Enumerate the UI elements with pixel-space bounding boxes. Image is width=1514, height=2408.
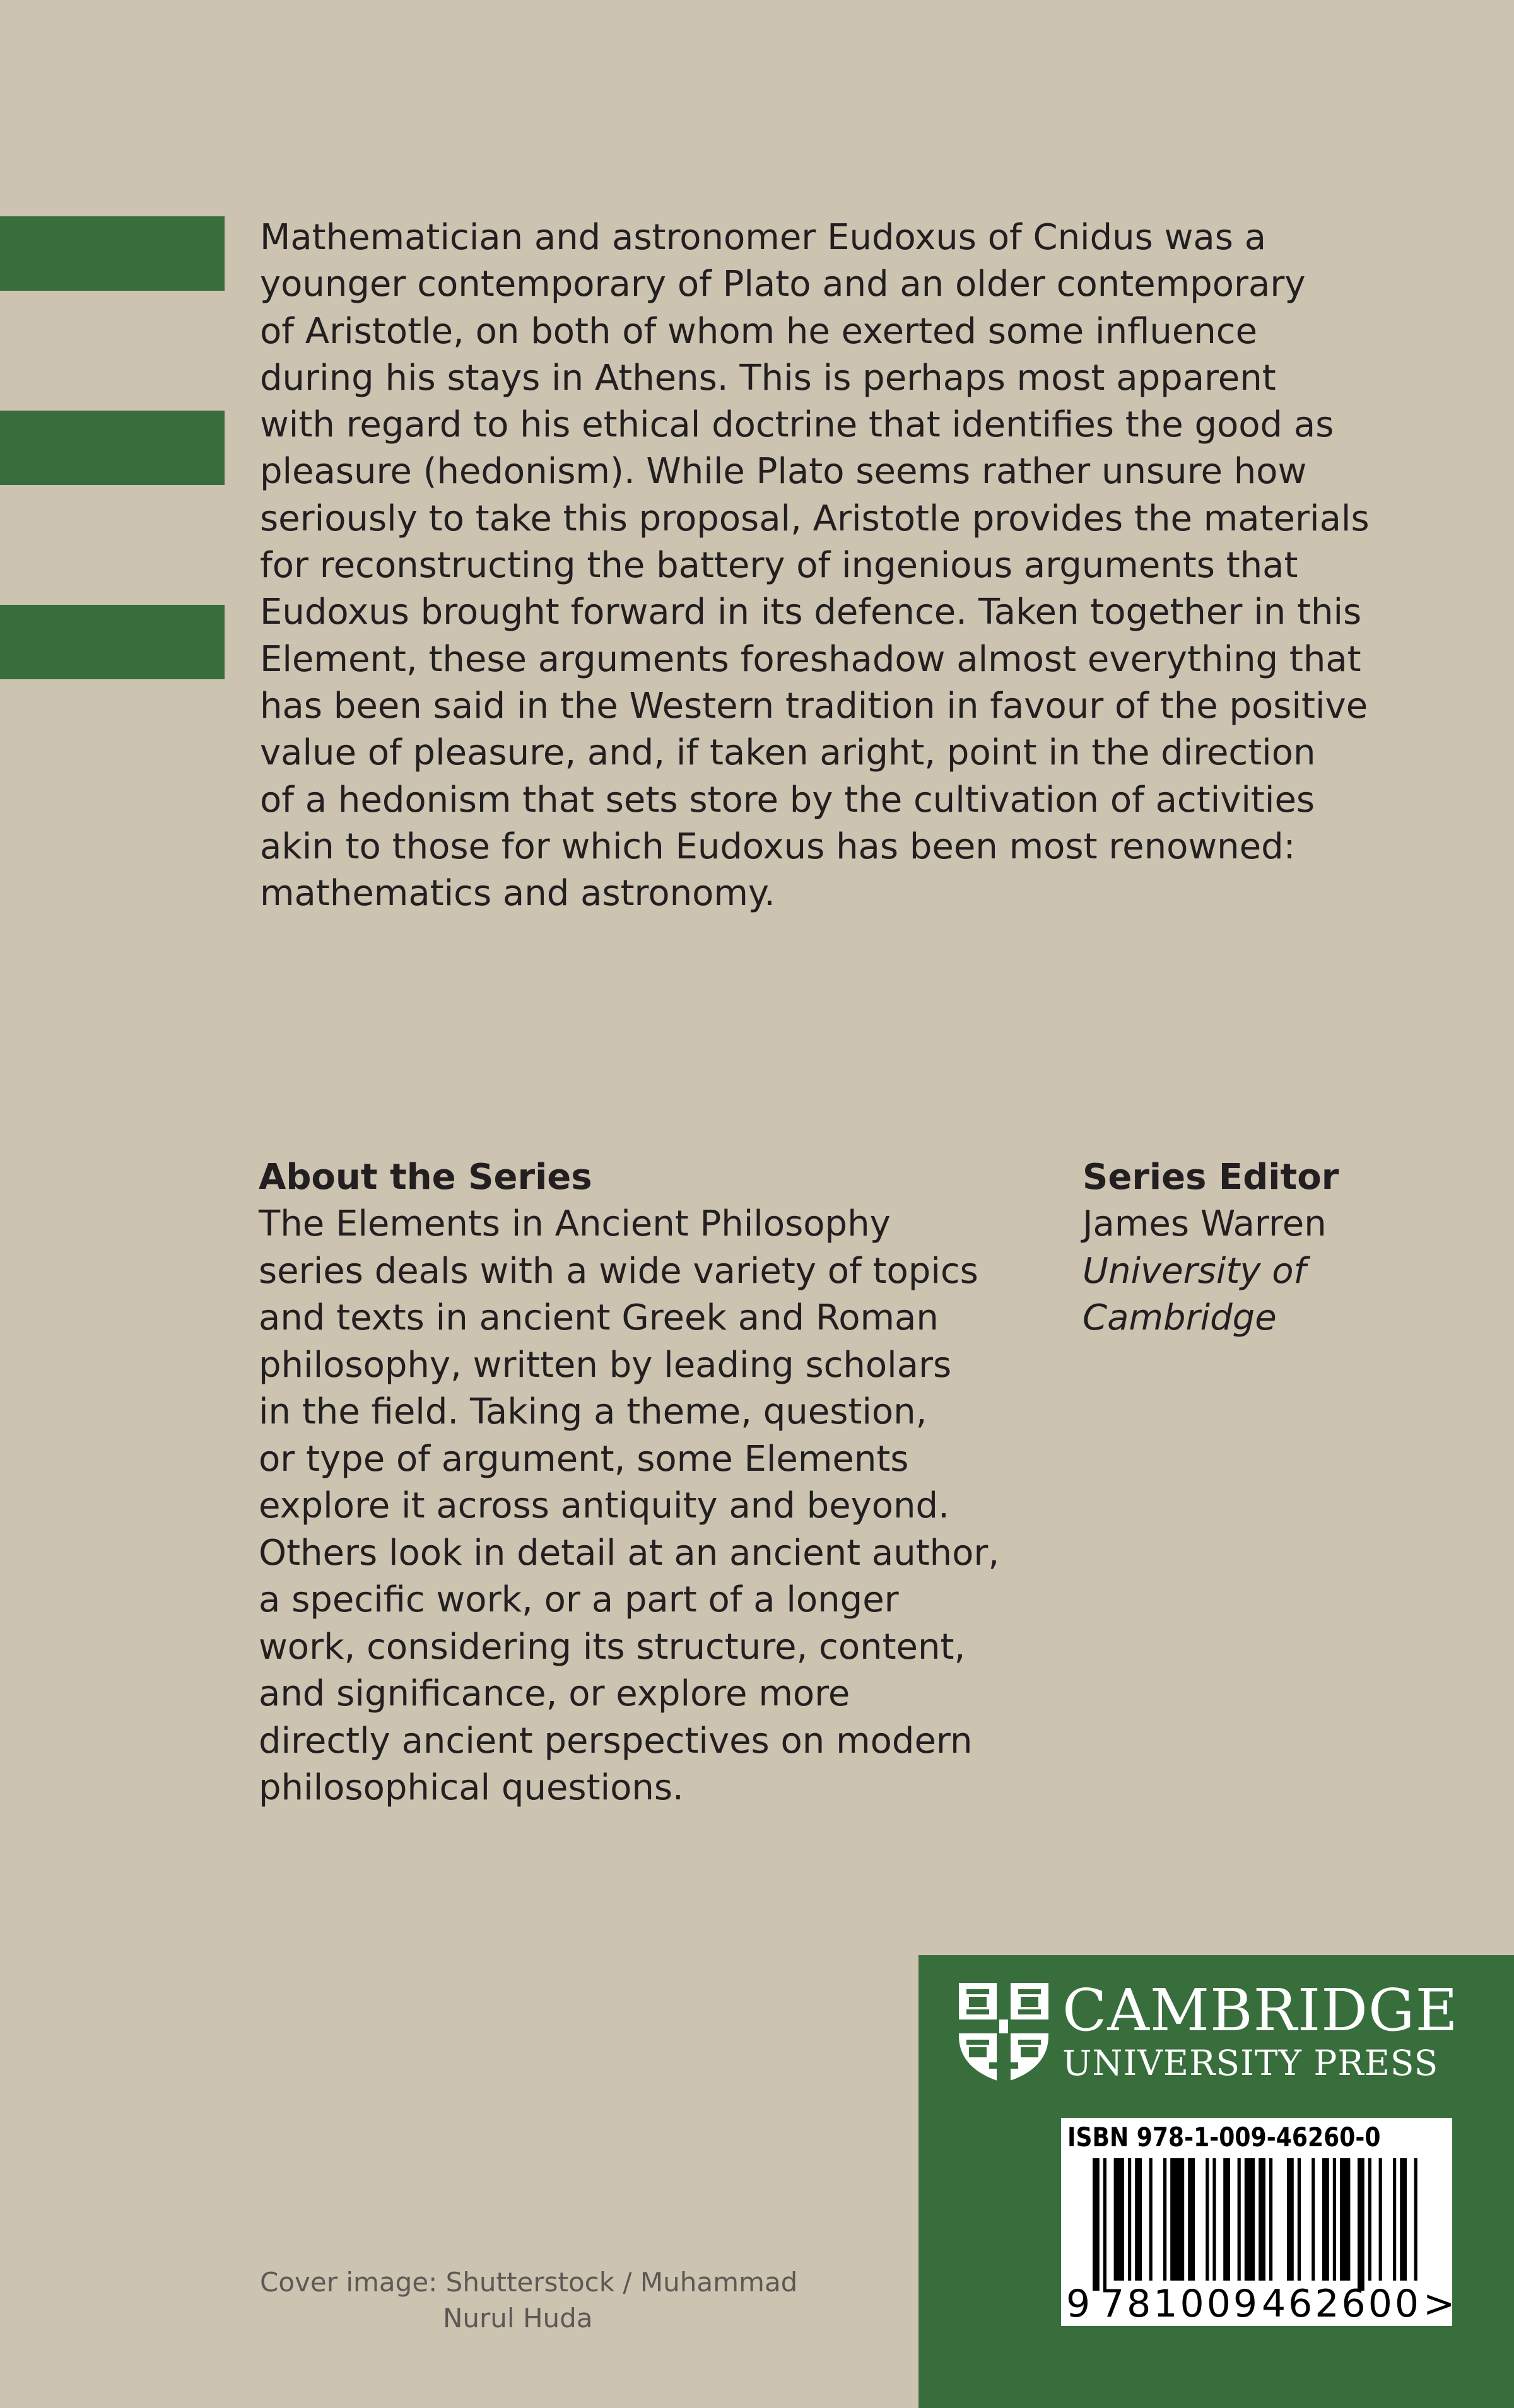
barcode-bar <box>1093 2158 1100 2291</box>
barcode-bar <box>1238 2158 1241 2281</box>
about-series-line: and texts in ancient Greek and Roman <box>259 1297 939 1338</box>
blurb-line: value of pleasure, and, if taken aright, point in the direction <box>260 732 1316 774</box>
barcode-bar <box>1414 2158 1417 2281</box>
barcode-bar <box>1114 2158 1124 2281</box>
publisher-name-line2: UNIVERSITY PRESS <box>1062 2043 1439 2083</box>
barcode-bar <box>1322 2158 1329 2281</box>
about-series-line: in the field. Taking a theme, question, <box>259 1391 927 1432</box>
publisher-name-line1: CAMBRIDGE <box>1062 1977 1458 2044</box>
barcode-bar <box>1223 2158 1230 2281</box>
barcode-digit-lead: 9 <box>1066 2282 1091 2326</box>
blurb-line: of Aristotle, on both of whom he exerted some influence <box>260 310 1258 352</box>
about-series-line: series deals with a wide variety of topics <box>259 1250 978 1292</box>
barcode-bar <box>1163 2158 1166 2281</box>
barcode-bar <box>1393 2158 1396 2281</box>
barcode-quiet-zone-mark: > <box>1423 2282 1455 2326</box>
barcode-bar <box>1358 2158 1364 2291</box>
publisher-panel <box>918 1955 1514 2408</box>
blurb-line: akin to those for which Eudoxus has been most renowned: <box>260 826 1296 867</box>
editor-affiliation-line2: Cambridge <box>1083 1297 1277 1338</box>
blurb-line: Element, these arguments foreshadow almost everything that <box>260 638 1361 680</box>
barcode-bar <box>1287 2158 1294 2281</box>
series-editor-heading: Series Editor <box>1083 1157 1339 1198</box>
blurb-line: of a hedonism that sets store by the cultivation of activities <box>260 779 1315 821</box>
book-blurb <box>260 214 1458 917</box>
barcode-bar <box>1245 2158 1255 2281</box>
editor-name: James Warren <box>1083 1203 1327 1244</box>
barcode-bar <box>1368 2158 1371 2281</box>
barcode-digits-right: 462600 <box>1262 2282 1422 2326</box>
credit-line-2: Nurul Huda <box>443 2303 593 2334</box>
blurb-line: younger contemporary of Plato and an older contemporary <box>260 264 1306 305</box>
about-series-line: philosophy, written by leading scholars <box>259 1344 952 1386</box>
about-series-line: or type of argument, some Elements <box>259 1438 909 1480</box>
blurb-line: mathematics and astronomy. <box>260 873 775 915</box>
barcode-bar <box>1298 2158 1301 2281</box>
cambridge-shield-icon <box>956 1980 1051 2085</box>
editor-affiliation-line1: University of <box>1083 1250 1306 1292</box>
cover-image-credit <box>260 2264 802 2336</box>
barcode <box>1061 2118 1455 2326</box>
series-editor-section <box>1083 1154 1461 1342</box>
about-series-text <box>259 1201 1041 1812</box>
decorative-bar-3 <box>0 605 225 679</box>
decorative-bar-2 <box>0 411 225 485</box>
blurb-line: seriously to take this proposal, Aristotle provides the materials <box>260 498 1370 539</box>
about-series-line: work, considering its structure, content, <box>259 1626 966 1668</box>
barcode-bar <box>1379 2158 1382 2281</box>
about-series-line: Others look in detail at an ancient author, <box>259 1532 1000 1574</box>
about-series-line: a specific work, or a part of a longer <box>259 1579 899 1620</box>
about-series-line: and significance, or explore more <box>259 1673 850 1714</box>
about-series-line: explore it across antiquity and beyond. <box>259 1485 949 1526</box>
barcode-bar <box>1400 2158 1407 2281</box>
barcode-bar <box>1206 2158 1209 2281</box>
barcode-bar <box>1340 2158 1350 2281</box>
barcode-digits-left: 781009 <box>1100 2282 1260 2326</box>
decorative-bar-1 <box>0 216 225 291</box>
barcode-bar <box>1149 2158 1153 2281</box>
barcode-bar <box>1188 2158 1195 2281</box>
blurb-line: during his stays in Athens. This is perhaps most apparent <box>260 357 1276 399</box>
isbn-label: ISBN 978-1-009-46260-0 <box>1067 2122 1381 2153</box>
barcode-bar <box>1135 2158 1142 2281</box>
barcode-bar <box>1212 2158 1216 2281</box>
barcode-bar <box>1259 2158 1265 2281</box>
blurb-line: pleasure (hedonism). While Plato seems rather unsure how <box>260 451 1307 493</box>
blurb-line: Mathematician and astronomer Eudoxus of Cnidus was a <box>260 217 1267 258</box>
barcode-bar <box>1333 2158 1336 2281</box>
about-series-line: philosophical questions. <box>259 1767 684 1808</box>
barcode-bar <box>1312 2158 1315 2281</box>
publisher-name <box>1062 1979 1458 2084</box>
about-series-line: directly ancient perspectives on modern <box>259 1720 973 1762</box>
about-series-section <box>259 1154 1041 1812</box>
about-series-line: The Elements in Ancient Philosophy <box>259 1203 891 1244</box>
blurb-line: Eudoxus brought forward in its defence. Taken together in this <box>260 592 1362 633</box>
barcode-bar <box>1128 2158 1131 2281</box>
blurb-line: has been said in the Western tradition in favour of the positive <box>260 685 1368 727</box>
barcode-bar <box>1103 2158 1106 2291</box>
credit-line-1: Cover image: Shutterstock / Muhammad <box>260 2267 798 2298</box>
barcode-bar <box>1269 2158 1272 2281</box>
about-series-heading: About the Series <box>259 1157 592 1198</box>
barcode-bar <box>1170 2158 1184 2281</box>
blurb-line: with regard to his ethical doctrine that identifies the good as <box>260 404 1334 446</box>
blurb-line: for reconstructing the battery of ingenious arguments that <box>260 545 1298 587</box>
